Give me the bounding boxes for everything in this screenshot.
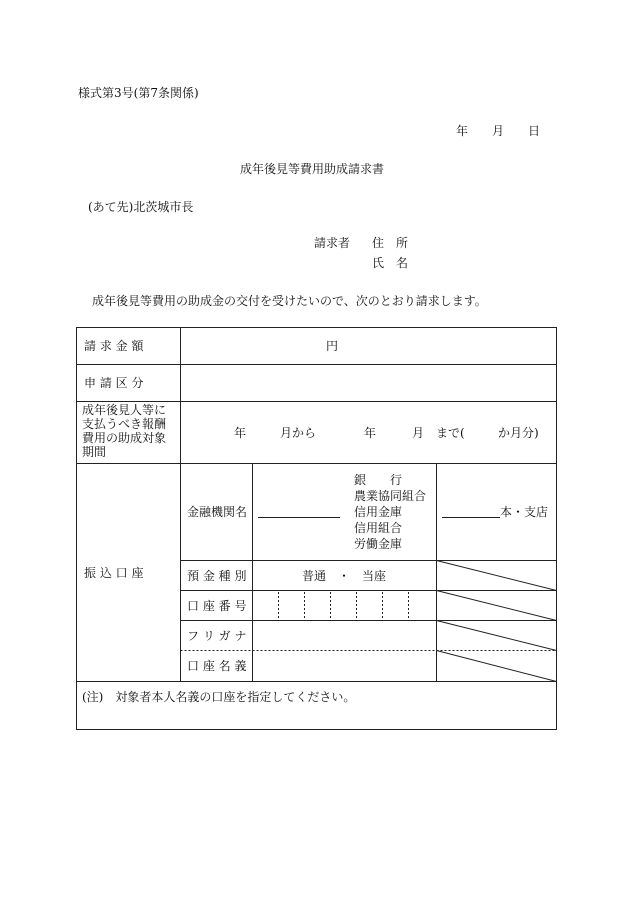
name-label: 氏 名 <box>372 256 409 270</box>
date-year-label: 年 <box>456 124 469 138</box>
bank-type-item: 銀 行 <box>354 473 403 487</box>
period-label-line: 費用の助成対象 <box>82 431 167 445</box>
bank-type-item: 農業協同組合 <box>354 489 427 503</box>
amount-label: 請 求 金 額 <box>84 339 144 353</box>
period-year-start: 年 <box>234 426 247 440</box>
period-label <box>82 403 178 459</box>
bank-type-list <box>354 472 426 552</box>
intro-text: 成年後見等費用の助成金の交付を受けたいので、次のとおり請求します。 <box>92 294 487 308</box>
address-label: 住 所 <box>372 236 409 250</box>
document-title: 成年後見等費用助成請求書 <box>240 162 385 176</box>
deposit-type-label: 預 金 種 別 <box>187 569 247 583</box>
period-label-line: 支払うべき報酬 <box>82 417 167 431</box>
category-label: 申 請 区 分 <box>84 376 144 390</box>
bank-type-item: 信用組合 <box>354 521 403 535</box>
deposit-type-options: 普通 ・ 当座 <box>302 569 387 583</box>
period-label-line: 成年後見人等に <box>82 403 167 417</box>
date-day-label: 日 <box>528 124 541 138</box>
amount-unit: 円 <box>326 339 339 353</box>
bank-name-label: 金融機関名 <box>187 505 248 519</box>
period-from: 月から <box>280 426 317 440</box>
branch-suffix: 本・支店 <box>500 505 549 519</box>
furigana-label: フ リ ガ ナ <box>187 629 247 643</box>
period-year-end: 年 <box>364 426 377 440</box>
form-number: 様式第3号(第7条関係) <box>78 86 199 100</box>
period-label-line: 期間 <box>82 445 107 459</box>
transfer-account-label: 振 込 口 座 <box>84 566 144 580</box>
account-name-label: 口 座 名 義 <box>187 659 247 673</box>
account-number-label: 口 座 番 号 <box>187 599 247 613</box>
note-text: (注) 対象者本人名義の口座を指定してください。 <box>82 690 356 704</box>
period-until: 月 まで( <box>412 426 465 440</box>
period-months: か月分) <box>498 426 539 440</box>
addressee: (あて先)北茨城市長 <box>88 200 194 214</box>
bank-type-item: 労働金庫 <box>354 537 403 551</box>
requester-label: 請求者 <box>314 236 351 250</box>
date-month-label: 月 <box>492 124 505 138</box>
bank-type-item: 信用金庫 <box>354 505 403 519</box>
